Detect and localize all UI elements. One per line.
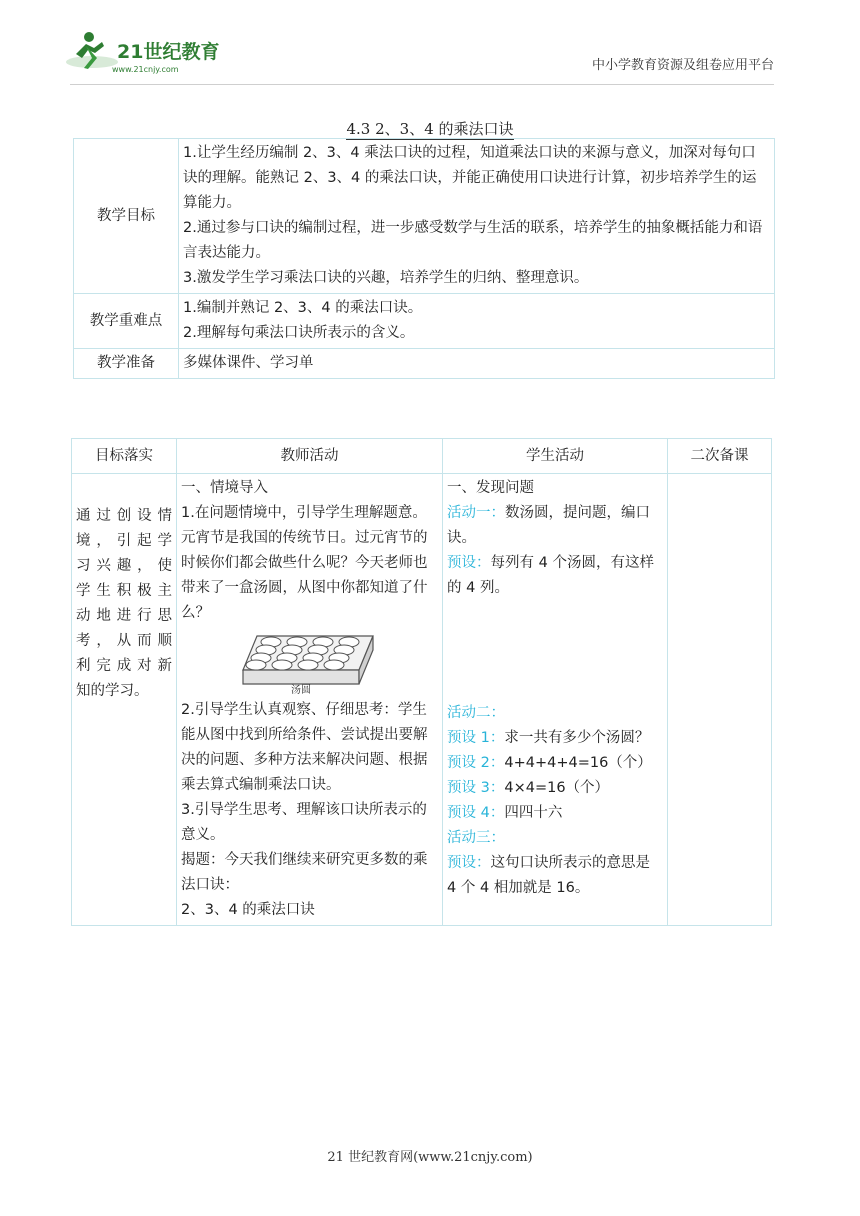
goal-cell xyxy=(72,474,177,926)
goal-line: 动地进行思 xyxy=(76,608,172,624)
header-goal: 目标落实 xyxy=(72,439,177,474)
teacher-paragraph: 3.引导学生思考、理解该口诀所表示的意义。 xyxy=(181,802,427,843)
document-title xyxy=(0,118,860,139)
header-second-prep: 二次备课 xyxy=(668,439,772,474)
key-points-row xyxy=(74,294,775,349)
goal-line: 3.激发学生学习乘法口诀的兴趣，培养学生的归纳、整理意识。 xyxy=(183,270,589,286)
spacer xyxy=(447,601,663,701)
row-label: 教学重难点 xyxy=(74,294,179,349)
image-caption: 汤圆 xyxy=(291,685,311,696)
goal-line: 通过创设情 xyxy=(76,508,172,524)
preset-text: 每列有 4 个汤圆，有这样的 4 列。 xyxy=(447,555,654,596)
preset-item xyxy=(447,551,663,601)
preset-item xyxy=(447,776,663,801)
header-divider xyxy=(70,84,774,85)
preset-label: 预设： xyxy=(447,555,491,571)
teacher-paragraph: 2、3、4 的乘法口诀 xyxy=(181,902,315,918)
activity-label: 活动二： xyxy=(447,705,505,721)
activity-label: 活动三： xyxy=(447,830,505,846)
goals-row xyxy=(74,139,775,294)
goal-line: 1.让学生经历编制 2、3、4 乘法口诀的过程，知道乘法口诀的来源与意义，加深对每句口诀的理解。能熟记 2、3、4 的乘法口诀，并能正确使用口诀进行计算，初步培养学生的运算能力。 xyxy=(183,145,757,211)
preparation-row xyxy=(74,349,775,379)
activity-table xyxy=(71,438,772,926)
site-logo xyxy=(62,28,232,76)
teacher-activity-cell xyxy=(177,474,443,926)
activity-item xyxy=(447,501,663,551)
teacher-paragraph: 元宵节是我国的传统节日。过元宵节的时候你们都会做些什么呢？今天老师也带来了一盒汤圆，从图中你都知道了什么？ xyxy=(181,530,428,621)
teaching-goals-table xyxy=(73,138,775,379)
teacher-paragraph: 1.在问题情境中，引导学生理解题意。 xyxy=(181,505,427,521)
row-content: 多媒体课件、学习单 xyxy=(179,349,775,379)
preset-item xyxy=(447,726,663,751)
preset-label: 预设 1： xyxy=(447,730,505,746)
section-heading: 一、发现问题 xyxy=(447,480,534,496)
preset-label: 预设： xyxy=(447,855,491,871)
preset-text: 这句口诀所表示的意思是 4 个 4 相加就是 16。 xyxy=(447,855,650,896)
activity-header-row xyxy=(72,439,772,474)
platform-name: 中小学教育资源及组卷应用平台 xyxy=(591,58,774,73)
preset-label: 预设 4： xyxy=(447,805,505,821)
goal-line: 境，引起学 xyxy=(76,533,172,549)
key-point-line: 1.编制并熟记 2、3、4 的乘法口诀。 xyxy=(183,300,423,316)
tangyuan-box-image xyxy=(237,630,377,696)
header-student: 学生活动 xyxy=(443,439,668,474)
activity-body-row xyxy=(72,474,772,926)
teacher-paragraph: 2.引导学生认真观察、仔细思考：学生能从图中找到所给条件、尝试提出要解决的问题、多种方法来解决问题、根据乘去算式编制乘法口诀。 xyxy=(181,702,428,793)
section-heading: 一、情境导入 xyxy=(181,480,268,496)
goal-line: 知的学习。 xyxy=(76,683,149,699)
activity-label: 活动一： xyxy=(447,505,505,521)
second-prep-cell xyxy=(668,474,772,926)
goal-line: 学生积极主 xyxy=(76,583,172,599)
goal-line: 2.通过参与口诀的编制过程，进一步感受数学与生活的联系，培养学生的抽象概括能力和语言表达能力。 xyxy=(183,220,763,261)
goal-line: 习兴趣，使 xyxy=(76,558,172,574)
preset-label: 预设 2： xyxy=(447,755,505,771)
key-point-line: 2.理解每句乘法口诀所表示的含义。 xyxy=(183,325,415,341)
goal-line: 利完成对新 xyxy=(76,658,172,674)
preset-item xyxy=(447,801,663,826)
row-content xyxy=(179,294,775,349)
preset-item xyxy=(447,751,663,776)
header-teacher: 教师活动 xyxy=(177,439,443,474)
page-footer: 21 世纪教育网(www.21cnjy.com) xyxy=(327,1150,533,1165)
teacher-paragraph: 揭题：今天我们继续来研究更多数的乘法口诀： xyxy=(181,852,428,893)
student-activity-cell xyxy=(443,474,668,926)
row-content xyxy=(179,139,775,294)
activity-text: 数汤圆，提问题，编口诀。 xyxy=(447,505,650,546)
preset-text: 4+4+4+4=16（个） xyxy=(504,755,652,771)
goal-line: 考，从而顺 xyxy=(76,633,172,649)
preset-label: 预设 3： xyxy=(447,780,505,796)
row-label: 教学目标 xyxy=(74,139,179,294)
preset-text: 求一共有多少个汤圆？ xyxy=(504,730,650,746)
preset-text: 4×4=16（个） xyxy=(504,780,610,796)
logo-text: 21世纪教育 xyxy=(117,41,220,63)
document-title-text: 4.3 2、3、4 的乘法口诀 xyxy=(346,120,514,138)
row-label: 教学准备 xyxy=(74,349,179,379)
logo-url: www.21cnjy.com xyxy=(112,65,179,74)
preset-item xyxy=(447,851,663,901)
preset-text: 四四十六 xyxy=(504,805,563,821)
